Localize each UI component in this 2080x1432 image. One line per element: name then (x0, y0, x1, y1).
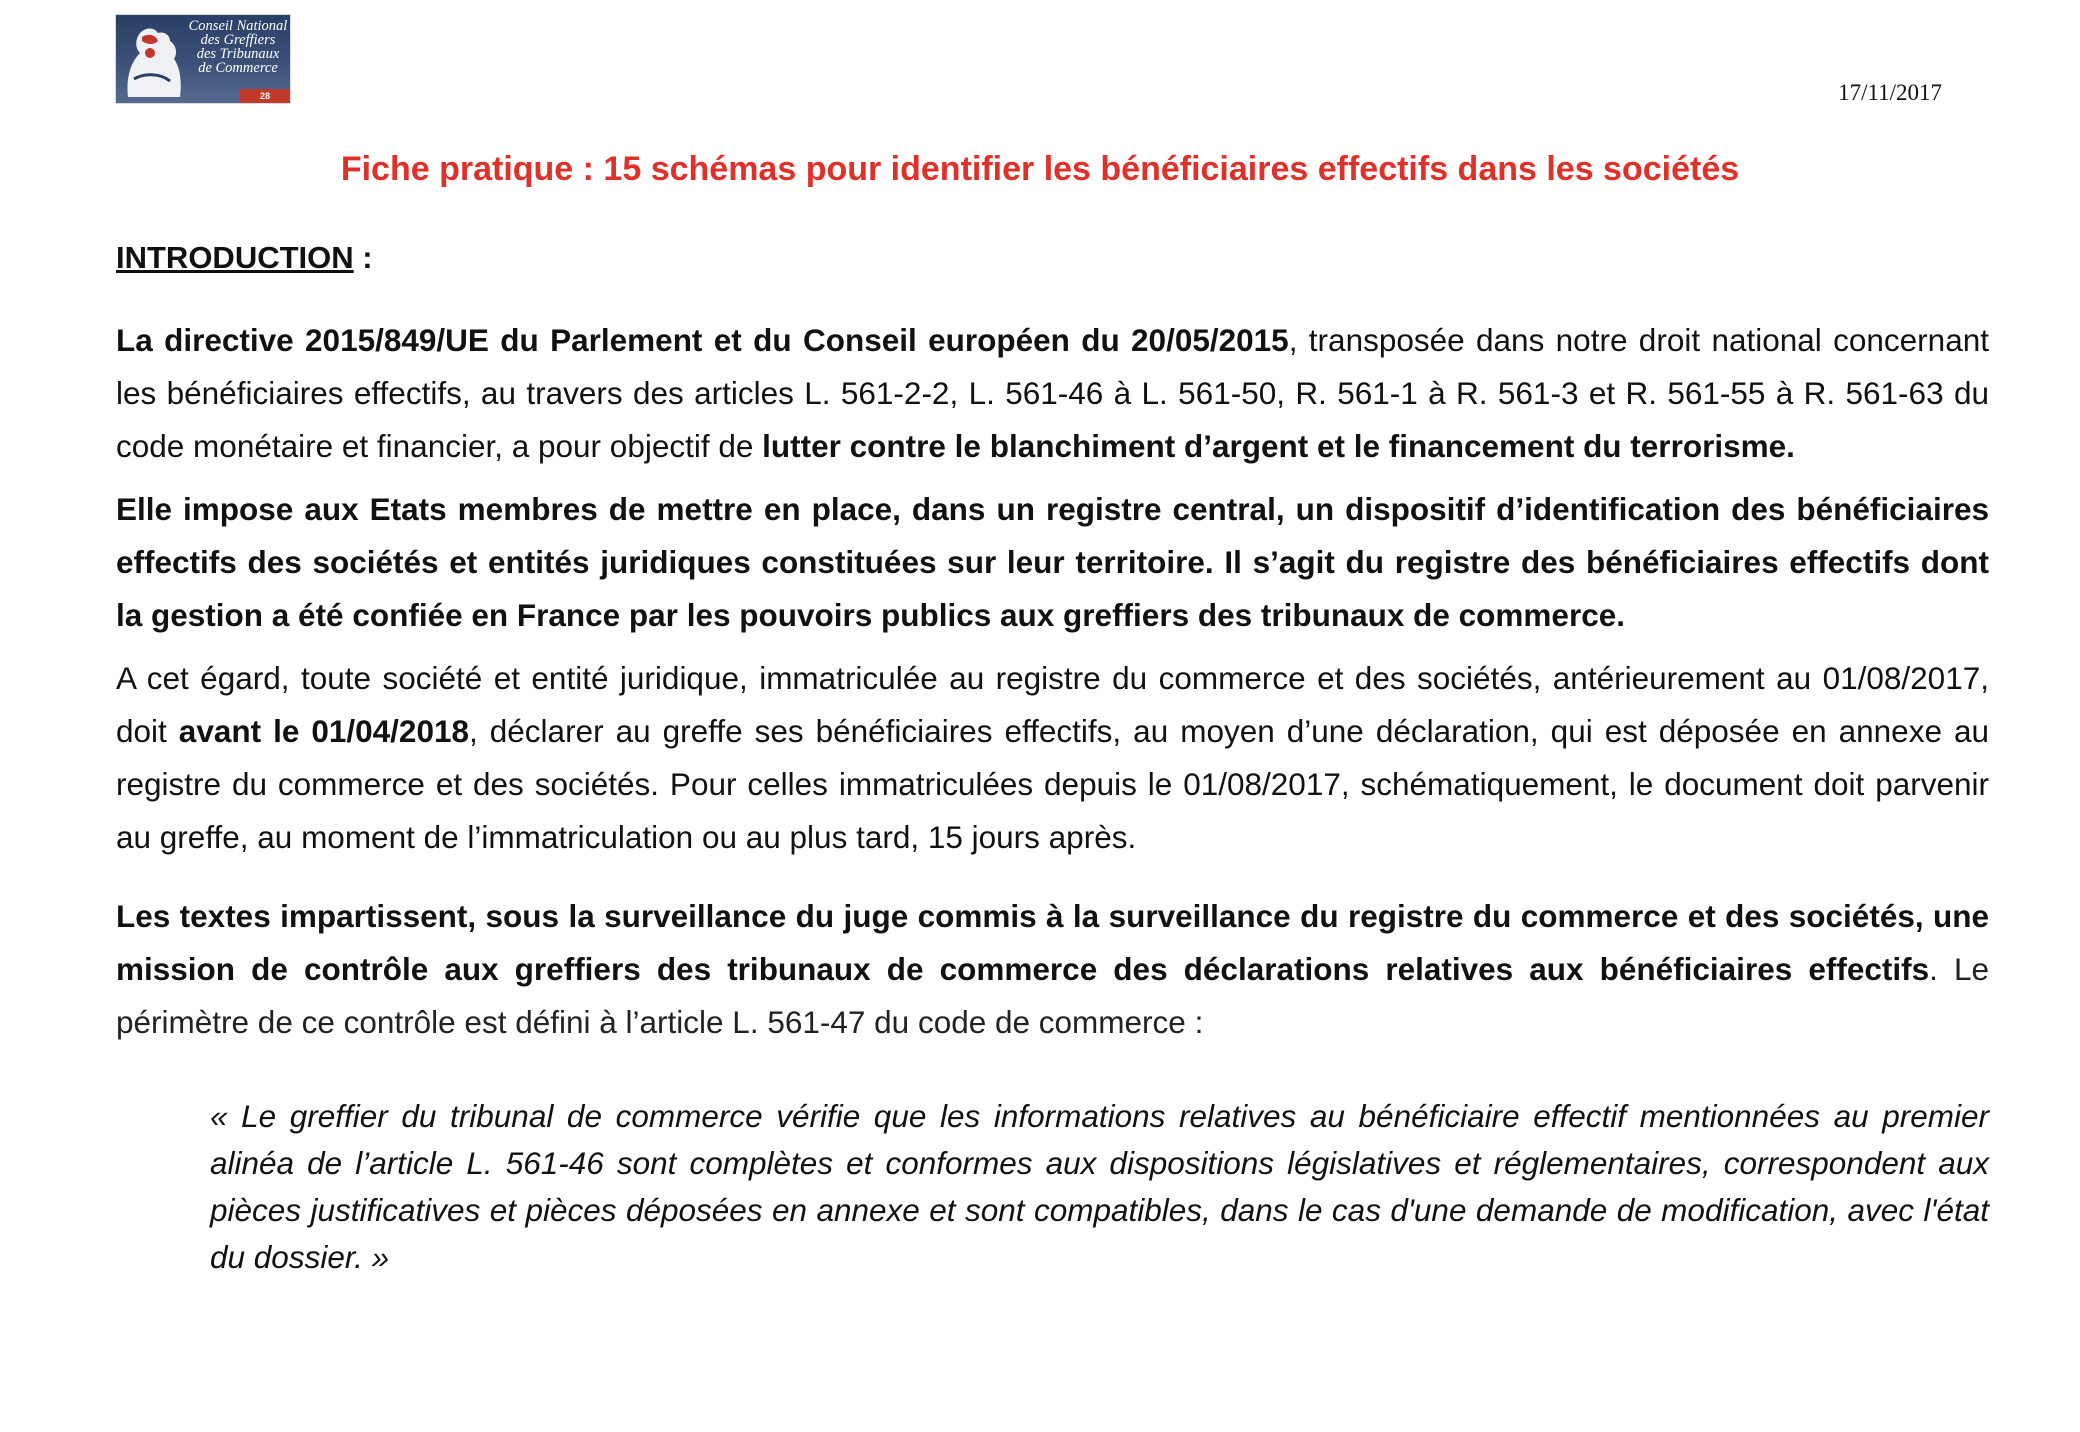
deadline-text-a: A cet égard, toute société et entité juridique, immatriculée au registre du commerce et des sociétés, antérieurement au 01/08/2017, doit (116, 660, 1989, 749)
document-body (116, 314, 1989, 1281)
paragraph-deadline (116, 652, 1989, 864)
logo-text: Conseil National des Greffiers des Tribunaux de Commerce (188, 18, 288, 76)
page-title: Fiche pratique : 15 schémas pour identifier les bénéficiaires effectifs dans les sociétés (340, 150, 1740, 188)
directive-text: , transposée dans notre droit national concernant les bénéficiaires effectifs, au travers des articles L. 561-2-2, L. 561-46 à L. 561-50, R. 561-1 à R. 561-3 et R. 561-55 à R. 561-63 du code monétaire et financier, a pour objectif de (116, 322, 1989, 464)
paragraph-registry (116, 483, 1989, 642)
intro-heading-suffix: : (353, 240, 373, 275)
control-perimeter: . Le périmètre de ce contrôle est défini à l’article L. 561-47 du code de commerce : (116, 951, 1989, 1040)
logo-tag: 28 (240, 89, 290, 103)
document-date: 17/11/2017 (1838, 80, 1942, 105)
cngtc-logo (115, 14, 291, 104)
deadline-text-b: , déclarer au greffe ses bénéficiaires effectifs, au moyen d’une déclaration, qui est déposée en annexe au registre du commerce et des sociétés. Pour celles immatriculées depuis le 01/08/2017, schématiquement, le document doit parvenir au greffe, au moment de l’immatriculation ou au plus tard, 15 jours après. (116, 713, 1990, 855)
paragraph-directive (116, 314, 1989, 473)
deadline-date: avant le 01/04/2018 (178, 713, 470, 749)
directive-objective: lutter contre le blanchiment d’argent et le financement du terrorisme. (762, 428, 1795, 464)
paragraph-control (116, 890, 1989, 1049)
article-quote: « Le greffier du tribunal de commerce vérifie que les informations relatives au bénéficiaire effectif mentionnées au premier alinéa de l’article L. 561-46 sont complètes et conformes aux dispositions législatives et réglementaires, correspondent aux pièces justificatives et pièces déposées en annexe et sont compatibles, dans le cas d'une demande de modification, avec l'état du dossier. » (210, 1098, 1989, 1275)
registry-text: Elle impose aux Etats membres de mettre en place, dans un registre central, un dispositif d’identification des bénéficiaires effectifs des sociétés et entités juridiques constituées sur leur territoire. Il s’agit du registre des bénéficiaires effectifs dont la gestion a été confiée en France par les pouvoirs publics aux greffiers des tribunaux de commerce. (116, 491, 1989, 633)
control-mission: Les textes impartissent, sous la surveillance du juge commis à la surveillance du registre du commerce et des sociétés, une mission de contrôle aux greffiers des tribunaux de commerce des déclarations relatives aux bénéficiaires effectifs (116, 898, 1989, 987)
marianne-figure-icon (120, 19, 192, 101)
intro-heading (116, 240, 373, 276)
intro-heading-label: INTRODUCTION (116, 240, 354, 275)
directive-reference: La directive 2015/849/UE du Parlement et du Conseil européen du 20/05/2015 (116, 322, 1289, 358)
